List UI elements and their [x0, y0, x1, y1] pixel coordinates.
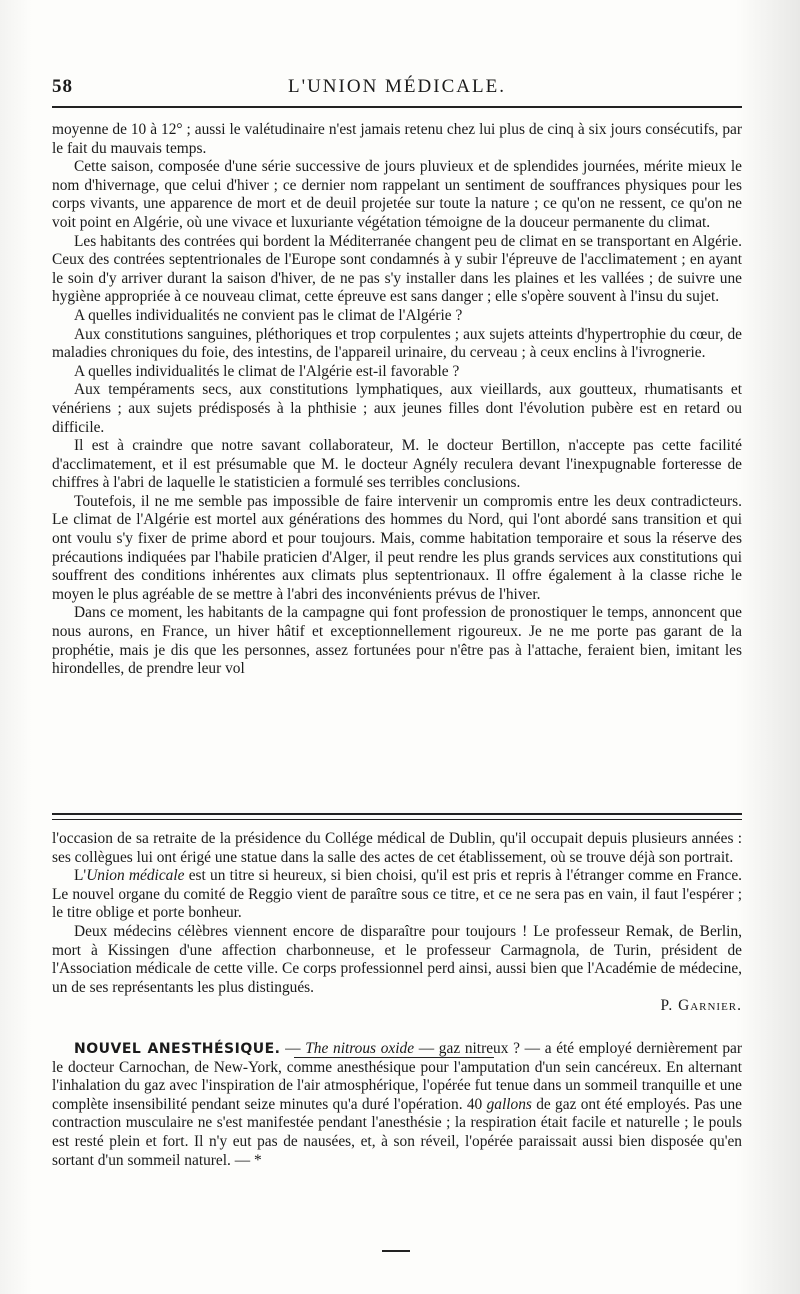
feuilleton-rule-bottom	[52, 819, 742, 820]
question-line: A quelles individualités le climat de l'Algérie est-il favorable ?	[74, 362, 460, 380]
header-rule	[52, 106, 742, 108]
signature: P. Garnier.	[660, 997, 742, 1015]
question-line: A quelles individualités ne convient pas le climat de l'Algérie ?	[74, 306, 463, 324]
paragraph	[52, 1040, 742, 1170]
page-number: 58	[52, 76, 73, 97]
paragraph: l'occasion de sa retraite de la présidence du Collége médical de Dublin, qu'il occupait depuis plusieurs années : ses collègues lui ont érigé une statue dans la salle des actes de cet établissement, où se trouve déjà son portrait.	[52, 830, 742, 866]
italic-term: gallons	[486, 1095, 532, 1113]
running-title: L'UNION MÉDICALE.	[288, 76, 506, 97]
paragraph-text: L'	[74, 867, 87, 885]
top-column	[52, 121, 742, 679]
bottom-column	[52, 830, 742, 1170]
section-title: NOUVEL ANESTHÉSIQUE.	[74, 1040, 281, 1057]
paragraph: Aux constitutions sanguines, pléthoriques et trop corpulentes ; aux sujets atteints d'hypertrophie du cœur, de maladies chroniques du foie, des intestins, de l'appareil urinaire, du cerveau ; à ceux enclins à l'ivrognerie.	[52, 325, 742, 362]
section-separator	[294, 1057, 494, 1058]
italic-term: The nitrous oxide	[305, 1039, 415, 1057]
paragraph: Deux médecins célèbres viennent encore de disparaître pour toujours ! Le professeur Remak, de Berlin, mort à Kissingen d'une affection charbonneuse, et le professeur Carmagnola, de Turin, président de l'Association médicale de cette ville. Ce corps professionnel perd ainsi, aussi bien que l'Académie de médecine, un de ses représentants les plus distingués.	[52, 922, 742, 996]
paragraph: Aux tempéraments secs, aux constitutions lymphatiques, aux vieillards, aux goutteux, rhumatisants et vénériens ; aux sujets prédisposés à la phthisie ; aux jeunes filles dont l'évolution pubère est en retard ou difficile.	[52, 381, 742, 436]
paragraph: Il est à craindre que notre savant collaborateur, M. le docteur Bertillon, n'accepte pas cette facilité d'acclimatement, et il est présumable que M. le docteur Agnély reculera devant l'inexpugnable forteresse de chiffres à l'abri de laquelle le statisticien a formulé ses terribles conclusions.	[52, 437, 742, 492]
paragraph: moyenne de 10 à 12° ; aussi le valétudinaire n'est jamais retenu chez lui plus de cinq à six jours consécutifs, par le fait du mauvais temps.	[52, 121, 742, 157]
paragraph: Toutefois, il ne me semble pas impossible de faire intervenir un compromis entre les deux contradicteurs. Le climat de l'Algérie est mortel aux générations des hommes du Nord, qui l'ont abordé sans transition et qui ont voulu s'y fixer de prime abord et pour toujours. Mais, comme habitation temporaire et sous la réserve des précautions indiquées par l'habile praticien d'Alger, il peut rendre les plus grands services aux constitutions qui souffrent des conditions inhérentes aux climats plus septentrionaux. Il offre également à la classe riche le moyen le plus agréable de se mettre à l'abri des inconvénients prévus de l'hiver.	[52, 492, 742, 603]
feuilleton-rule-top	[52, 813, 742, 815]
paragraph-text: — gaz nitreux ? — a été employé dernièrement par le docteur Carnochan, de New-York, comme anesthésique pour l'amputation d'un sein cancéreux. En alternant l'inhalation du gaz avec l'inspiration de l'air atmosphérique, l'opérée fut tenue dans un sommeil tranquille et une complète insensibilité pendant seize minutes qu'a duré l'opération. 40	[52, 1039, 742, 1113]
paragraph: Dans ce moment, les habitants de la campagne qui font profession de pronostiquer le temps, annoncent que nous aurons, en France, un hiver hâtif et exceptionnellement rigoureux. Je ne me porte pas garant de la prophétie, mais je dis que les personnes, assez fortunées pour n'être pas à l'attache, feraient bien, imitant les hirondelles, de prendre leur vol	[52, 604, 742, 678]
paragraph-text: de gaz ont été employés. Pas une contraction musculaire ne s'est manifestée pendant l'anesthésie ; la respiration était facile et naturelle ; le pouls est resté plein et fort. Il n'y eut pas de nausées, et, à son réveil, l'opérée paraissait aussi bien disposée qu'en sortant d'un sommeil naturel. — *	[52, 1095, 742, 1169]
paragraph	[52, 867, 742, 923]
paragraph: Cette saison, composée d'une série successive de jours pluvieux et de splendides journées, mérite mieux le nom d'hivernage, que celui d'hiver ; ce dernier nom rappelant un sentiment de souffrances physiques pour les corps vivants, une apparence de mort et de deuil projetée sur toute la nature ; ce qu'on ne ressent, ce qu'on ne voit point en Algérie, où une vivace et luxuriante végétation témoigne de la douceur permanente du climat.	[52, 158, 742, 231]
page-header	[52, 76, 742, 102]
journal-title: Union médicale	[86, 867, 185, 885]
end-rule	[382, 1250, 410, 1252]
paragraph-text: —	[280, 1039, 306, 1057]
paragraph-text: est un titre si heureux, si bien choisi, qu'il est pris et repris à l'étranger comme en France. Le nouvel organe du comité de Reggio vient de paraître sous ce titre, et ce ne sera pas en vain, il faut l'espérer ; le titre oblige et porte bonheur.	[52, 867, 743, 922]
paragraph: Les habitants des contrées qui bordent la Méditerranée changent peu de climat en se transportant en Algérie. Ceux des contrées septentrionales de l'Europe sont condamnés à y subir l'épreuve de l'acclimatement ; en ayant le soin d'y arriver durant la saison d'hiver, de ne pas s'y installer dans les plaines et les vallées ; de suivre une hygiène appropriée à ce nouveau climat, cette épreuve est sans danger ; elle s'opère souvent à l'insu du sujet.	[52, 232, 742, 306]
